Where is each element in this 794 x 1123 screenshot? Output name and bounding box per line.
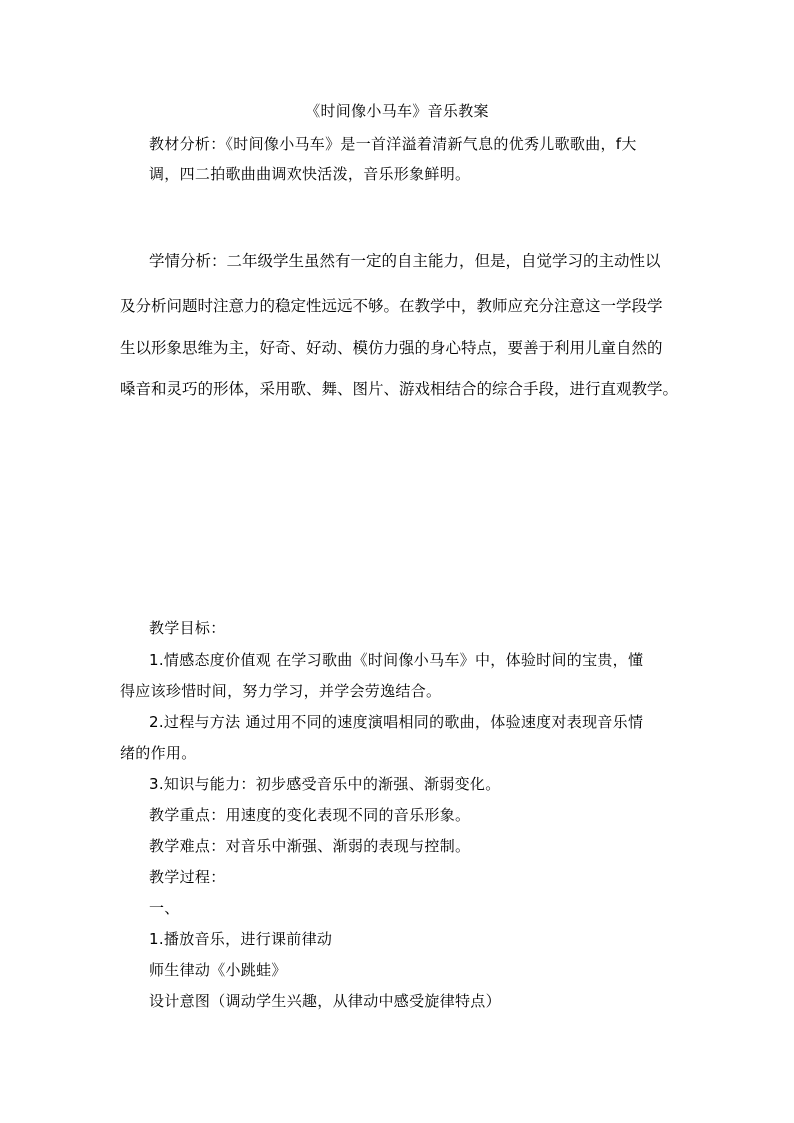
student-analysis-line-1: 学情分析：二年级学生虽然有一定的自主能力，但是，自觉学习的主动性以 — [149, 252, 661, 270]
objective-2-line-1: 2.过程与方法 通过用不同的速度演唱相同的歌曲，体验速度对表现音乐情 — [149, 713, 644, 731]
process-step-1: 1.播放音乐，进行课前律动 — [149, 930, 333, 948]
student-analysis-line-3: 生以形象思维为主，好奇、好动、模仿力强的身心特点，要善于利用儿童自然的 — [120, 339, 663, 357]
objective-1-line-1: 1.情感态度价值观 在学习歌曲《时间像小马车》中，体验时间的宝贵，懂 — [149, 651, 644, 669]
objective-1-line-2: 得应该珍惜时间，努力学习，并学会劳逸结合。 — [120, 682, 442, 700]
process-step-1-intent: 设计意图（调动学生兴趣，从律动中感受旋律特点） — [149, 992, 501, 1010]
objective-3: 3.知识与能力：初步感受音乐中的渐强、渐弱变化。 — [149, 775, 501, 793]
difficulty: 教学难点：对音乐中渐强、渐弱的表现与控制。 — [149, 837, 471, 855]
material-analysis-line-2: 调，四二拍歌曲曲调欢快活泼，音乐形象鲜明。 — [149, 165, 471, 183]
process-step-1-detail: 师生律动《小跳蛙》 — [149, 961, 287, 979]
document-title: 《时间像小马车》音乐教案 — [305, 102, 489, 120]
process-section-1: 一、 — [149, 899, 180, 917]
student-analysis-line-2: 及分析问题时注意力的稳定性远远不够。在教学中，教师应充分注意这一学段学 — [120, 297, 663, 315]
objective-2-line-2: 绪的作用。 — [120, 744, 197, 762]
process-heading: 教学过程： — [149, 868, 226, 886]
material-analysis-line-1: 教材分析：《时间像小马车》是一首洋溢着清新气息的优秀儿歌歌曲，f大 — [149, 135, 637, 153]
key-point: 教学重点：用速度的变化表现不同的音乐形象。 — [149, 806, 471, 824]
objectives-heading: 教学目标： — [149, 619, 226, 637]
student-analysis-line-4: 嗓音和灵巧的形体，采用歌、舞、图片、游戏相结合的综合手段，进行直观教学。 — [120, 380, 679, 398]
